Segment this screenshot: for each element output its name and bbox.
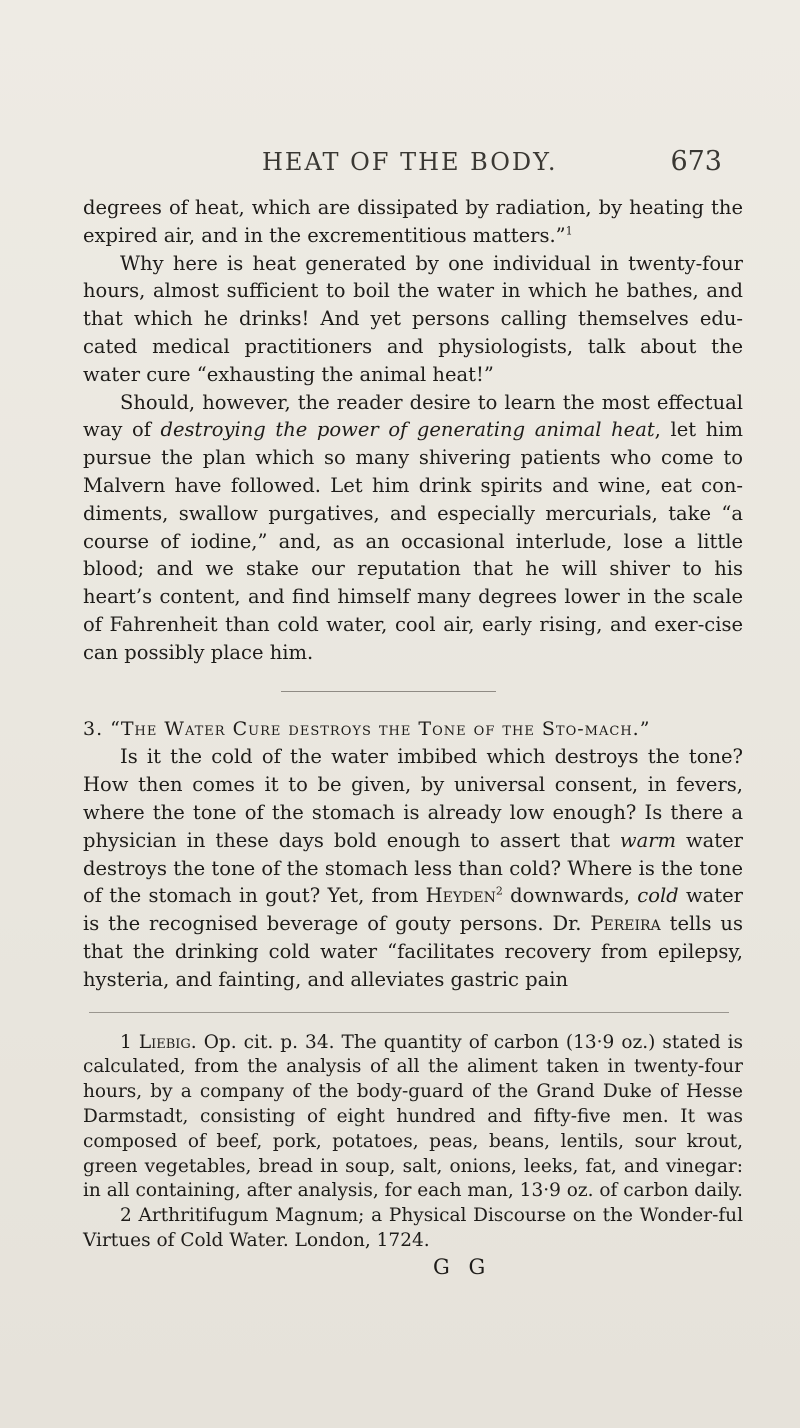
footnotes bbox=[83, 1031, 743, 1254]
footnote-text: Arthritifugum Magnum; a Physical Discourse on the Wonder-ful Virtues of Cold Water. London, 1724. bbox=[83, 1205, 743, 1251]
section-heading: 3. “The Water Cure destroys the Tone of the Sto-mach.” bbox=[83, 717, 651, 740]
paragraph-text: tells us that the drinking cold water “facilitates recovery from epilepsy, hysteria, and fainting, and alleviates gastric pain bbox=[83, 912, 743, 991]
footnote-number: 2 bbox=[120, 1205, 132, 1227]
section-divider bbox=[281, 691, 496, 692]
paragraph bbox=[83, 389, 743, 667]
footnote-number: 1 bbox=[120, 1031, 132, 1053]
running-head: HEAT OF THE BODY. bbox=[262, 148, 558, 176]
paragraph-text: Should, however, the reader desire to learn the most effectual way of bbox=[83, 390, 743, 442]
signature-mark: G G bbox=[433, 1254, 492, 1279]
paragraph bbox=[83, 743, 743, 993]
footnote-2 bbox=[83, 1204, 743, 1254]
author-name: Heyden bbox=[425, 884, 496, 908]
emphasis-text: cold bbox=[637, 884, 679, 908]
emphasis-text: destroying the power of generating animal heat bbox=[160, 418, 655, 442]
footnote-ref: 1 bbox=[565, 224, 573, 238]
paragraph-text: water destroys the tone of the stomach less than cold? Where is the tone of the stomach in gout? Yet, from bbox=[83, 828, 743, 908]
paragraph-continued bbox=[83, 194, 743, 250]
footnote-divider bbox=[89, 1012, 729, 1013]
page-number: 673 bbox=[670, 146, 722, 177]
footnote-author: Liebig. bbox=[138, 1031, 197, 1053]
page-header bbox=[110, 148, 722, 178]
paragraph-text: , let him pursue the plan which so many shivering patients who come to Malvern have followed. Let him drink spirits and wine, eat con-diments, swallow purgatives, and especially mercurials, take “a course of iodine,” and, as an occasional interlude, lose a little blood; and we stake our reputation that he will shiver to his heart’s content, and find himself many degrees lower in the scale of Fahrenheit than cold water, cool air, early rising, and exer-cise can possibly place him. bbox=[83, 418, 743, 664]
paragraph-text: Why here is heat generated by one individual in twenty-four hours, almost sufficient to boil the water in which he bathes, and that which he drinks! And yet persons calling themselves edu-cated medical practitioners and physiologists, talk about the water cure “exhausting the animal heat!” bbox=[83, 251, 743, 386]
paragraph-text: Is it the cold of the water imbibed which destroys the tone? How then comes it to be given, by universal consent, in fevers, where the tone of the stomach is already low enough? Is there a physician in these days bold enough to assert that bbox=[83, 745, 743, 852]
footnote-ref: 2 bbox=[495, 884, 503, 898]
footnote-text: Op. cit. p. 34. The quantity of carbon (13·9 oz.) stated is calculated, from the analysis of all the aliment taken in twenty-four hours, by a company of the body-guard of the Grand Duke of Hesse Darmstadt, consisting of eight hundred and fifty-five men. It was composed of beef, pork, potatoes, peas, beans, lentils, sour krout, green vegetables, bread in soup, salt, onions, leeks, fat, and vinegar: in all containing, after analysis, for each man, 13·9 oz. of carbon daily. bbox=[83, 1031, 743, 1202]
main-text bbox=[83, 194, 743, 1280]
paragraph-text: downwards, bbox=[502, 884, 638, 908]
footnote-1 bbox=[83, 1031, 743, 1205]
paragraph bbox=[83, 250, 743, 389]
author-name: Pereira bbox=[590, 912, 661, 936]
emphasis-text: warm bbox=[619, 828, 677, 852]
paragraph-text: water is the recognised beverage of gouty persons. Dr. bbox=[83, 884, 744, 936]
paragraph-text: degrees of heat, which are dissipated by radiation, by heating the expired air, and in the excrementitious matters.” bbox=[83, 196, 743, 247]
